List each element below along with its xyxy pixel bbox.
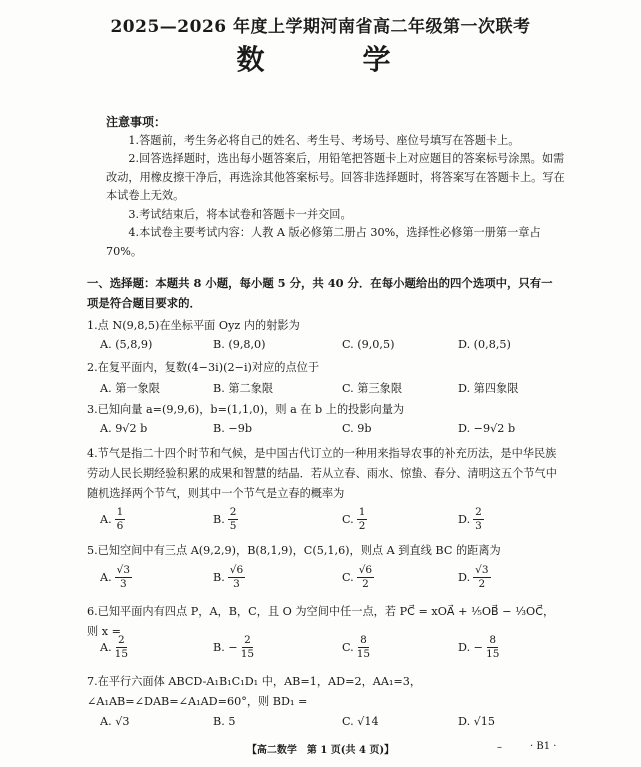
question-stem: 4.节气是指二十四个时节和气候，是中国古代订立的一种用来指导农事的补充历法，是中华民族劳动人民长期经验积累的成果和智慧的结晶．若从立春、雨水、惊蛰、春分、清明这五个节气中随机选择两个节气，则其中一个节气是立春的概率为 <box>87 447 557 500</box>
page-mark: – <box>497 742 502 753</box>
notice-item: 4.本试卷主要考试内容：人教 A 版必修第二册占 30%，选择性必修第一册第一章占 70%。 <box>106 226 541 258</box>
page-code: · B1 · <box>530 741 557 752</box>
question-stem: 5.已知空间中有三点 A(9,2,9)，B(8,1,9)，C(5,1,6)，则点 A 到直线 BC 的距离为 <box>87 544 501 557</box>
exam-title: 2025—2026 年度上学期河南省高二年级第一次联考 <box>110 17 531 37</box>
numerator: √3 <box>475 564 489 576</box>
options-row <box>100 564 560 594</box>
option-letter: A. <box>100 571 112 584</box>
numerator: 1 <box>116 506 124 518</box>
notice-item: 3.考试结束后，将本试卷和答题卡一并交回。 <box>128 207 352 221</box>
option-letter: B. − <box>213 641 238 654</box>
fraction <box>473 564 490 591</box>
numerator: 2 <box>117 634 125 646</box>
option <box>458 564 491 591</box>
denominator: 15 <box>486 648 500 660</box>
option <box>458 634 499 661</box>
option: D. 第四象限 <box>458 382 519 395</box>
fraction <box>228 564 245 591</box>
option-letter: A. <box>100 513 112 526</box>
denominator: 3 <box>233 578 240 590</box>
denominator: 15 <box>240 648 255 660</box>
option <box>100 634 128 661</box>
option: B. 第二象限 <box>213 382 274 395</box>
option <box>213 564 245 591</box>
denominator: 6 <box>116 520 124 532</box>
question-stem: 6.已知平面内有四点 P，A，B，C，且 O 为空间中任一点，若 PC⃗ = xOA⃗ + ¹⁄₅OB⃗ − ¹⁄₃OC⃗，则 x = <box>87 605 555 638</box>
denominator: 2 <box>478 578 486 590</box>
denominator: 15 <box>114 648 129 660</box>
option <box>213 634 254 661</box>
options-row <box>100 506 560 536</box>
fraction <box>486 634 499 661</box>
option-letter: C. <box>342 513 354 526</box>
fraction <box>115 506 126 533</box>
fraction <box>473 506 484 533</box>
fraction <box>228 506 239 533</box>
option <box>342 634 370 661</box>
question-stem: 7.在平行六面体 ABCD-A₁B₁C₁D₁ 中，AB=1，AD=2，AA₁=3，∠A₁AB=∠DAB=∠A₁AD=60°，则 BD₁ = <box>87 675 422 708</box>
option-letter: D. <box>458 571 471 584</box>
options-row <box>100 338 560 360</box>
denominator: 5 <box>229 520 237 532</box>
denominator: 15 <box>356 648 371 660</box>
fraction <box>357 564 374 591</box>
option-letter: B. <box>213 513 225 526</box>
numerator: √3 <box>116 564 131 576</box>
denominator: 2 <box>358 520 366 532</box>
fraction <box>115 564 132 591</box>
option-letter: D. <box>458 513 471 526</box>
option: C. 9b <box>342 422 372 435</box>
option-letter: D. − <box>458 641 484 654</box>
option: C. √14 <box>342 715 379 728</box>
option-letter: B. <box>213 571 225 584</box>
options-row <box>100 634 560 664</box>
option <box>342 506 367 533</box>
option-letter: A. <box>100 641 112 654</box>
option: B. (9,8,0) <box>213 338 266 351</box>
numerator: √6 <box>229 564 244 576</box>
option-letter: C. <box>342 641 354 654</box>
numerator: 2 <box>475 506 482 518</box>
fraction <box>115 634 128 661</box>
option <box>100 506 125 533</box>
question-stem: 2.在复平面内，复数(4−3i)(2−i)对应的点位于 <box>87 361 320 374</box>
option: B. 5 <box>213 715 236 728</box>
notice-heading: 注意事项： <box>106 115 167 129</box>
numerator: 8 <box>489 634 497 646</box>
option: C. 第三象限 <box>342 382 403 395</box>
fraction <box>357 634 370 661</box>
option: D. (0,8,5) <box>458 338 511 351</box>
numerator: √6 <box>358 564 373 576</box>
question-stem: 3.已知向量 a=(9,9,6)，b=(1,1,0)，则 a 在 b 上的投影向量为 <box>87 403 405 416</box>
denominator: 3 <box>119 578 127 590</box>
option <box>213 506 238 533</box>
option <box>458 506 484 533</box>
notice-item: 1.答题前，考生务必将自己的姓名、考生号、考场号、座位号填写在答题卡上。 <box>128 133 520 147</box>
subject-title: 数 学 <box>236 43 405 76</box>
question-stem: 1.点 N(9,8,5)在坐标平面 Oyz 内的射影为 <box>87 319 300 332</box>
options-row <box>100 422 560 444</box>
fraction <box>357 506 368 533</box>
option: A. 9√2 b <box>100 422 148 435</box>
denominator: 2 <box>362 578 369 590</box>
option: A. (5,8,9) <box>100 338 153 351</box>
option: D. √15 <box>458 715 496 728</box>
numerator: 2 <box>229 506 237 518</box>
options-row <box>100 715 560 737</box>
section-heading: 一、选择题：本题共 8 小题，每小题 5 分，共 40 分．在每小题给出的四个选项中，只有一项是符合题目要求的． <box>87 276 553 310</box>
option: A. √3 <box>100 715 130 728</box>
option-letter: C. <box>342 571 354 584</box>
notice-block <box>106 113 566 261</box>
numerator: 2 <box>244 634 251 646</box>
option <box>342 564 374 591</box>
option: A. 第一象限 <box>100 382 160 395</box>
numerator: 8 <box>360 634 367 646</box>
option <box>100 564 132 591</box>
option: C. (9,0,5) <box>342 338 395 351</box>
option: B. −9b <box>213 422 252 435</box>
options-row <box>100 380 560 402</box>
fraction <box>241 634 254 661</box>
notice-item: 2.回答选择题时，选出每小题答案后，用铅笔把答题卡上对应题目的答案标号涂黑。如需改动，用橡皮擦干净后，再选涂其他答案标号。回答非选择题时，将答案写在答题卡上。写在本试卷上无效。 <box>106 152 565 202</box>
denominator: 3 <box>475 520 482 532</box>
numerator: 1 <box>358 506 366 518</box>
page-footer: 【高二数学 第 1 页(共 4 页)】 <box>246 745 395 756</box>
option: D. −9√2 b <box>458 422 516 435</box>
